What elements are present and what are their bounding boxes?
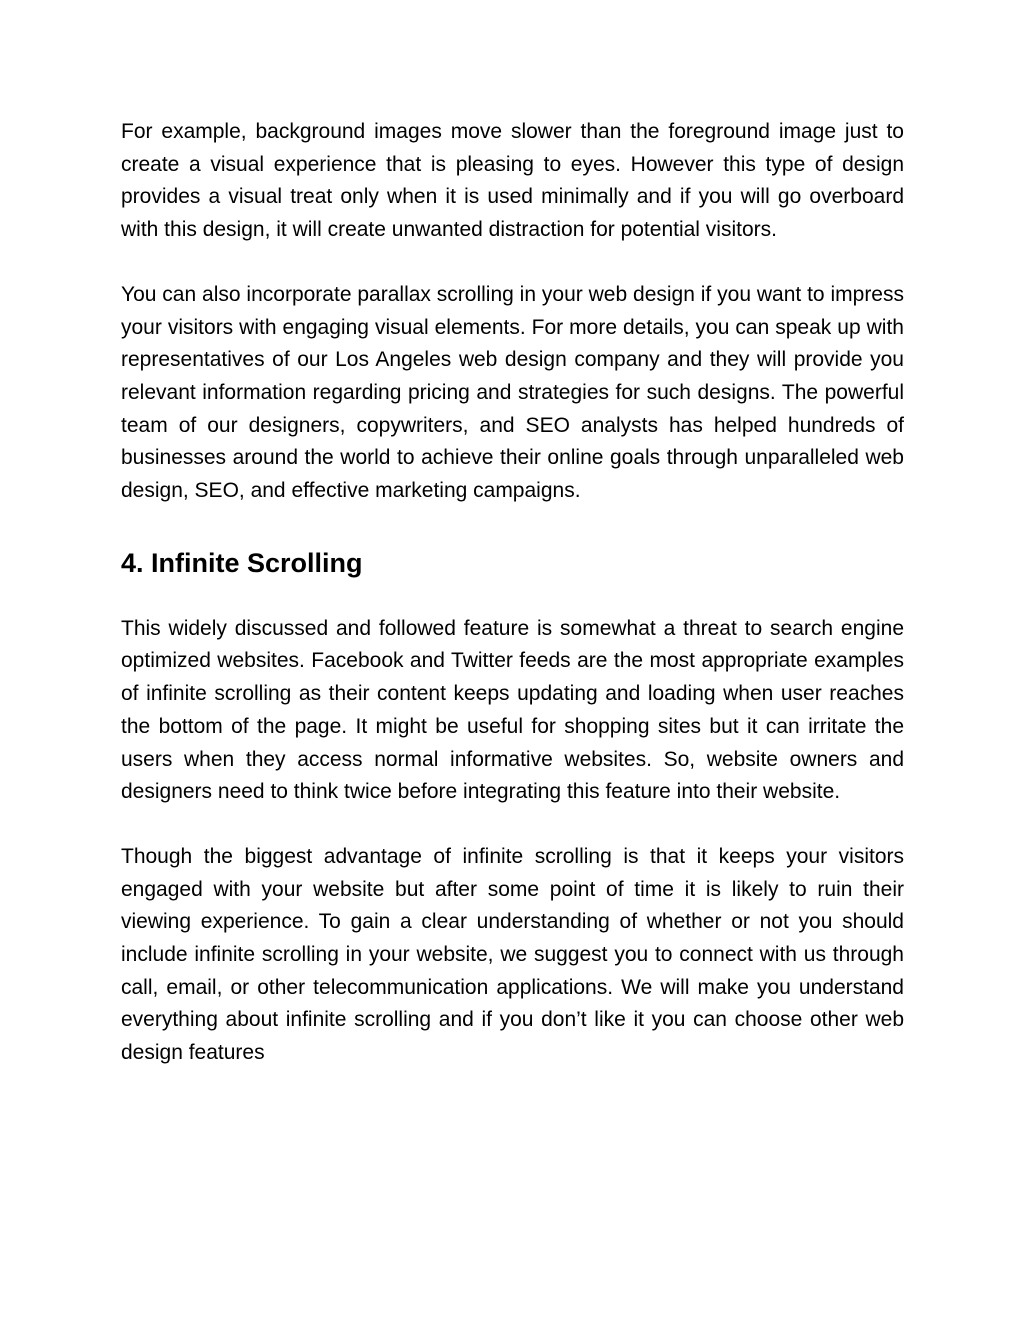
paragraph-parallax-example: For example, background images move slower than the foreground image just to create a visual experience that is pleasing to eyes. However this type of design provides a visual treat only when it is used minimally and if you will go overboard with this design, it will create unwanted distraction for potential visitors. <box>121 120 904 242</box>
paragraph-parallax-services: You can also incorporate parallax scrolling in your web design if you want to impress your visitors with engaging visual elements. For more details, you can speak up with representatives of our Los Angeles web design company and they will provide you relevant information regarding pricing and strategies for such designs. The powerful team of our designers, copywriters, and SEO analysts has helped hundreds of businesses around the world to achieve their online goals through unparalleled web design, SEO, and effective marketing campaigns. <box>121 282 904 503</box>
paragraph-infinite-scrolling-intro: This widely discussed and followed feature is somewhat a threat to search engine optimized websites. Facebook and Twitter feeds are the most appropriate examples of infinite scrolling as their content keeps updating and loading when user reaches the bottom of the page. It might be useful for shopping sites but it can irritate the users when they access normal informative websites. So, website owners and designers need to think twice before integrating this feature into their website. <box>121 616 904 804</box>
section-heading-infinite-scrolling: 4. Infinite Scrolling <box>121 547 363 578</box>
document-page <box>121 116 904 1070</box>
paragraph-infinite-scrolling-advantage: Though the biggest advantage of infinite scrolling is that it keeps your visitors engaged with your website but after some point of time it is likely to ruin their viewing experience. To gain a clear understanding of whether or not you should include infinite scrolling in your website, we suggest you to connect with us through call, email, or other telecommunication applications. We will make you understand everything about infinite scrolling and if you don’t like it you can choose other web design features <box>121 844 904 1065</box>
